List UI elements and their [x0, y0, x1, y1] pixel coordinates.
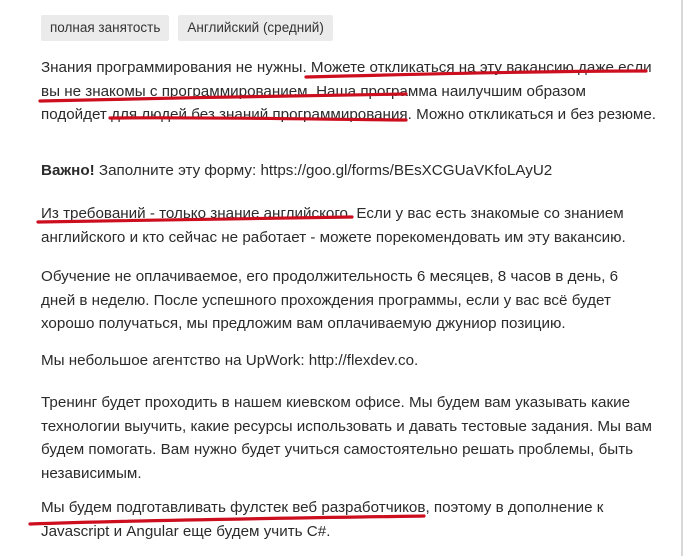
intro-text-middle: . Наша программа наилучшим образом подойдет [41, 82, 586, 123]
paragraph-training-details: Тренинг будет проходить в нашем киевском офисе. Мы будем вам указывать какие технологии выучить, какие ресурсы использовать и давать тестовые задания. Мы вам будем помогать. Вам нужно будет учиться самостоятельно решать проблемы, быть независимым. [41, 394, 652, 482]
important-label: Важно! [41, 162, 95, 179]
paragraph-training-terms: Обучение не оплачиваемое, его продолжительность 6 месяцев, 8 часов в день, 6 дней в неделю. После успешного прохождения программы, если у вас всё будет хорошо получаться, мы предложим вам оплачиваемую джуниор позицию. [41, 268, 619, 332]
highlight-fullstack: Мы будем подготавливать фулстек веб разработчиков [41, 499, 426, 516]
intro-text-start: Знания программирования не нужны. [41, 59, 311, 76]
tag-list [41, 15, 333, 41]
requirements-text: . Если у вас есть знакомые со знанием английского и кто сейчас не работает - можете порекомендовать им эту вакансию. [41, 205, 626, 246]
highlight-no-programming: Можете откликаться на эту вакансию даже если вы не знакомы с программированием [41, 59, 652, 100]
paragraph-fullstack [41, 496, 656, 543]
fullstack-text: , поэтому в дополнение к Javascript и Angular еще будем учить C#. [41, 499, 604, 540]
form-link-text[interactable]: Заполните эту форму: https://goo.gl/forms/BEsXCGUaVKfoLAyU2 [94, 162, 553, 179]
intro-text-end: . Можно откликаться и без резюме. [407, 106, 657, 123]
paragraph-important [41, 159, 656, 183]
paragraph-intro [41, 56, 656, 127]
highlight-english-only: Из требований - только знание английского [41, 205, 348, 222]
tag-language-level: Английский (средний) [178, 15, 332, 41]
tag-employment-type: полная занятость [41, 15, 169, 41]
paragraph-agency: Мы небольшое агентство на UpWork: http://flexdev.co. [41, 352, 419, 369]
paragraph-requirements [41, 202, 656, 249]
highlight-for-beginners: для людей без знаний программирования [111, 106, 408, 123]
